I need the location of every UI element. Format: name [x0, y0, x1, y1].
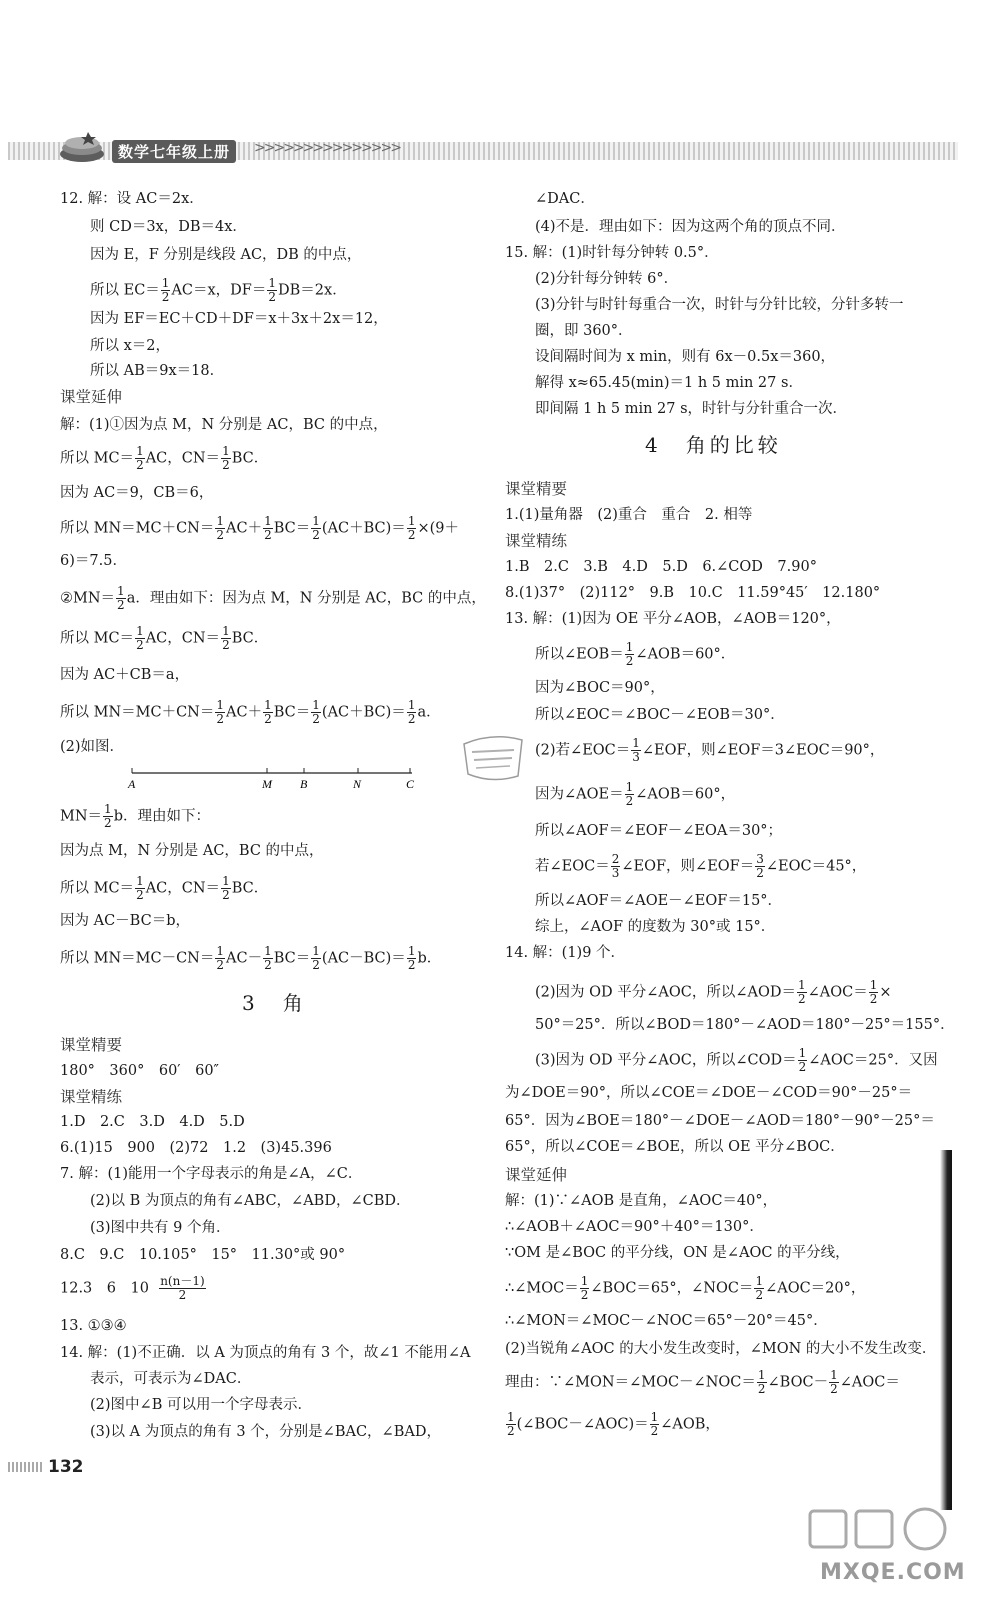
fraction-half: $\frac{1}{2}$	[869, 978, 878, 1006]
text: BC＝	[273, 520, 311, 537]
jl-line3: 7. 解：(1)能用一个字母表示的角是∠A，∠C．	[60, 1166, 363, 1182]
fraction-half: $\frac{1}{2}$	[407, 944, 416, 972]
fraction-half: $\frac{1}{2}$	[312, 698, 320, 726]
ext-line11	[60, 803, 210, 830]
text: (AC＋BC)＝	[321, 520, 406, 537]
segment-diagram	[122, 765, 422, 791]
fraction-half: $\frac{1}{2}$	[216, 698, 225, 726]
text: AC＋	[226, 704, 263, 721]
r-line5: (3)分针与时针每重合一次，时针与分针比较，分针多转一	[535, 297, 904, 313]
fraction-half: $\frac{1}{2}$	[136, 874, 144, 902]
label-b: B	[300, 777, 308, 791]
fraction-half: $\frac{1}{2}$	[222, 444, 230, 472]
r-jl-line18: 65°．因为∠BOE＝180°－∠DOE－∠AOD＝180°－90°－25°＝	[505, 1113, 935, 1129]
r-line4: (2)分针每分钟转 6°．	[535, 271, 679, 287]
r-jl-line5: 因为∠BOC＝90°，	[535, 680, 665, 696]
fraction-half: $\frac{1}{2}$	[216, 944, 225, 972]
r-line6: 圈，即 360°．	[535, 323, 633, 339]
ext-line5: 6)＝7.5．	[60, 553, 127, 569]
label-c: C	[406, 777, 415, 791]
r-section-heading-jingyao: 课堂精要	[505, 480, 568, 498]
text: ∠BOC＝65°，∠NOC＝	[590, 1280, 754, 1297]
r-jl-line8	[535, 781, 735, 808]
ext-line12: 因为点 M，N 分别是 AC，BC 的中点，	[60, 843, 324, 859]
ext-line3: 因为 AC＝9，CB＝6，	[60, 485, 214, 501]
q12-line3: 因为 E，F 分别是线段 AC，DB 的中点，	[90, 247, 362, 263]
fraction-half: $\frac{1}{2}$	[264, 944, 272, 972]
fraction-third: $\frac{1}{3}$	[632, 736, 640, 764]
r-jl-line11: 所以∠AOF＝∠AOE－∠EOF＝15°．	[535, 893, 783, 909]
r-section-heading-jinglian: 课堂精练	[505, 532, 568, 550]
text: ×(9＋	[417, 520, 459, 537]
text: ×	[879, 984, 892, 1001]
text: (3)因为 OD 平分∠AOC，所以∠COD＝	[535, 1052, 797, 1069]
jl-line2: 6.(1)15 900 (2)72 1.2 (3)45.396	[60, 1140, 332, 1156]
fraction-half: $\frac{1}{2}$	[798, 978, 806, 1006]
fraction-n-formula: $\frac{n(n-1)}{2}$	[160, 1274, 205, 1302]
text: 所以 EC＝	[90, 282, 160, 299]
r-jl-line19: 65°，所以∠COE＝∠BOE，所以 OE 平分∠BOC．	[505, 1139, 845, 1155]
page-spine-shadow	[940, 1150, 952, 1510]
fraction-half: $\frac{1}{2}$	[312, 944, 320, 972]
fraction-half: $\frac{1}{2}$	[798, 1046, 807, 1074]
header-arrows: >>>>>>>>>>>>>>>	[254, 140, 400, 156]
fraction-half: $\frac{1}{2}$	[312, 514, 320, 542]
text: ∴∠MOC＝	[505, 1280, 579, 1297]
ext-line13	[60, 875, 268, 902]
r-ext-line3: ∵OM 是∠BOC 的平分线，ON 是∠AOC 的平分线，	[505, 1245, 850, 1261]
text: 理由：∵∠MON＝∠MOC－∠NOC＝	[505, 1374, 756, 1391]
page-number: 132	[48, 1457, 84, 1477]
text: AC－	[226, 950, 263, 967]
r-line2: (4)不是．理由如下：因为这两个角的顶点不同．	[535, 219, 846, 235]
jl-line8: 13. ①③④	[60, 1318, 127, 1334]
text: ∠AOB＝60°．	[635, 646, 736, 663]
fraction-two-thirds: $\frac{2}{3}$	[611, 852, 620, 880]
text: ∠AOC＝20°，	[765, 1280, 866, 1297]
ext-line15	[60, 945, 441, 972]
text: 所以 MC＝	[60, 880, 135, 897]
text: ∠EOC＝45°，	[765, 858, 867, 875]
r-jl-line9: 所以∠AOF＝∠EOF－∠EOA＝30°；	[535, 823, 783, 839]
text: (AC－BC)＝	[321, 950, 406, 967]
r-jl-line10	[535, 853, 866, 880]
text: 因为∠AOE＝	[535, 786, 624, 803]
text: BC．	[231, 630, 269, 647]
fraction-half: $\frac{1}{2}$	[507, 1410, 515, 1438]
r-section-heading-yanshen: 课堂延伸	[505, 1166, 568, 1184]
text: AC＝x，DF＝	[171, 282, 267, 299]
fraction-half: $\frac{1}{2}$	[407, 698, 416, 726]
fraction-three-halves: $\frac{3}{2}$	[756, 852, 764, 880]
page-number-marker	[8, 1462, 42, 1472]
text: 所以 MN＝MC－CN＝	[60, 950, 215, 967]
r-line7: 设间隔时间为 x min，则有 6x－0.5x＝360，	[535, 349, 836, 365]
fraction-half: $\frac{1}{2}$	[407, 514, 416, 542]
q12-line7: 所以 AB＝9x＝18．	[90, 363, 225, 379]
label-n: N	[353, 777, 362, 791]
text: a．	[417, 704, 441, 721]
fraction-half: $\frac{1}{2}$	[755, 1274, 764, 1302]
text: 所以 MN＝MC＋CN＝	[60, 704, 215, 721]
text: 所以 MC＝	[60, 450, 135, 467]
r-line1: ∠DAC．	[535, 191, 595, 207]
r-ext-line6: (2)当锐角∠AOC 的大小发生改变时，∠MON 的大小不发生改变．	[505, 1341, 937, 1357]
r-jl-line15: 50°＝25°．所以∠BOD＝180°－∠AOD＝180°－25°＝155°．	[535, 1017, 955, 1033]
r-ext-line8	[505, 1411, 720, 1438]
fraction-half: $\frac{1}{2}$	[757, 1368, 766, 1396]
ext-line14: 因为 AC－BC＝b，	[60, 913, 190, 929]
section-heading-jingyao: 课堂精要	[60, 1036, 123, 1054]
text: (2)若∠EOC＝	[535, 742, 631, 759]
fraction-half: $\frac{1}{2}$	[117, 584, 125, 612]
ext-line8: 因为 AC＋CB＝a，	[60, 667, 190, 683]
ext-line6	[60, 585, 486, 612]
jl-line1: 1.D 2.C 3.D 4.D 5.D	[60, 1114, 245, 1130]
text: b．	[417, 950, 442, 967]
fraction-half: $\frac{1}{2}$	[136, 444, 144, 472]
label-a: A	[128, 777, 136, 791]
header-title: 数学七年级上册	[112, 140, 236, 163]
text: ∠EOF，则∠EOF＝3∠EOC＝90°，	[641, 742, 885, 759]
text: ∠AOB，	[660, 1416, 720, 1433]
text: (AC＋BC)＝	[321, 704, 406, 721]
r-ext-line1: 解：(1)∵∠AOB 是直角，∠AOC＝40°，	[505, 1193, 778, 1209]
text: b．理由如下：	[113, 808, 210, 825]
ext-line4	[60, 515, 459, 542]
text: BC．	[231, 450, 269, 467]
text: a．理由如下：因为点 M，N 分别是 AC，BC 的中点，	[126, 590, 486, 607]
r-line8: 解得 x≈65.45(min)＝1 h 5 min 27 s．	[535, 375, 803, 391]
text: ∠AOC＝25°．又因	[808, 1052, 938, 1069]
text: AC，CN＝	[145, 450, 221, 467]
r-line3: 15. 解：(1)时针每分钟转 0.5°．	[505, 245, 719, 261]
jl-line6: 8.C 9.C 10.105° 15° 11.30°或 90°	[60, 1247, 346, 1263]
fraction-half: $\frac{1}{2}$	[216, 514, 225, 542]
r-jl-line16	[535, 1047, 938, 1074]
text: AC，CN＝	[145, 630, 221, 647]
r-jl-line17: 为∠DOE＝90°，所以∠COE＝∠DOE－∠COD＝90°－25°＝	[505, 1085, 913, 1101]
label-m: M	[262, 777, 272, 791]
jl-line9: 14. 解：(1)不正确．以 A 为顶点的角有 3 个，故∠1 不能用∠A	[60, 1345, 471, 1361]
fraction-half: $\frac{1}{2}$	[650, 1410, 659, 1438]
book-stack-icon	[58, 130, 106, 164]
text: BC＝	[273, 704, 311, 721]
jl-line10: 表示，可表示为∠DAC．	[90, 1371, 252, 1387]
section-4-title: 4 角的比较	[645, 433, 782, 457]
fraction-half: $\frac{1}{2}$	[104, 802, 112, 830]
r-ext-line2: ∴∠AOB＋∠AOC＝90°＋40°＝130°．	[505, 1219, 764, 1235]
fraction-half: $\frac{1}{2}$	[268, 276, 277, 304]
r-jl-line1: 1.B 2.C 3.B 4.D 5.D 6.∠COD 7.90°	[505, 559, 817, 575]
fraction-half: $\frac{1}{2}$	[222, 624, 230, 652]
r-jl-line3: 13. 解：(1)因为 OE 平分∠AOB，∠AOB＝120°，	[505, 611, 841, 627]
text: MN＝	[60, 808, 103, 825]
fraction-half: $\frac{1}{2}$	[625, 780, 634, 808]
jl-line7	[60, 1275, 207, 1302]
section-heading-jinglian: 课堂精练	[60, 1088, 123, 1106]
text: ②MN＝	[60, 590, 116, 607]
text: BC＝	[273, 950, 311, 967]
jl-line12: (3)以 A 为顶点的角有 3 个，分别是∠BAC，∠BAD，	[90, 1424, 441, 1440]
r-jl-line2: 8.(1)37° (2)112° 9.B 10.C 11.59°45′ 12.180°	[505, 585, 881, 601]
jl-line11: (2)图中∠B 可以用一个字母表示．	[90, 1397, 312, 1413]
q12-line2: 则 CD＝3x，DB＝4x．	[90, 219, 247, 235]
text: BC．	[231, 880, 269, 897]
jl-line4: (2)以 B 为顶点的角有∠ABC，∠ABD，∠CBD．	[90, 1193, 411, 1209]
fraction-half: $\frac{1}{2}$	[222, 874, 230, 902]
text: 所以∠EOB＝	[535, 646, 624, 663]
r-ext-line7	[505, 1369, 900, 1396]
text: 若∠EOC＝	[535, 858, 610, 875]
text: 所以 MN＝MC＋CN＝	[60, 520, 215, 537]
text: ∠AOB＝60°，	[635, 786, 736, 803]
text: ∠EOF，则∠EOF＝	[621, 858, 755, 875]
text: AC，CN＝	[145, 880, 221, 897]
section-heading-ketangyanshen: 课堂延伸	[60, 388, 123, 406]
stamp-seal-image	[458, 730, 528, 786]
watermark-text: MXQE.COM	[820, 1560, 966, 1585]
r-ext-line5: ∴∠MON＝∠MOC－∠NOC＝65°－20°＝45°．	[505, 1313, 828, 1329]
fraction-half: $\frac{1}{2}$	[625, 640, 634, 668]
section-3-title: 3 角	[242, 991, 307, 1015]
r-jl-line6: 所以∠EOC＝∠BOC－∠EOB＝30°．	[535, 707, 785, 723]
fraction-half: $\frac{1}{2}$	[264, 698, 272, 726]
ext-line9	[60, 699, 441, 726]
fraction-half: $\frac{1}{2}$	[264, 514, 272, 542]
r-jl-line7	[535, 737, 884, 764]
r-jl-line4	[535, 641, 735, 668]
jingyao-answer: 180° 360° 60′ 60″	[60, 1063, 219, 1079]
text: (∠BOC－∠AOC)＝	[516, 1416, 649, 1433]
r-jl-line14	[535, 979, 892, 1006]
r-jl-line13: 14. 解：(1)9 个．	[505, 945, 626, 961]
q12-line4	[90, 277, 347, 304]
fraction-half: $\frac{1}{2}$	[830, 1368, 838, 1396]
fraction-half: $\frac{1}{2}$	[580, 1274, 589, 1302]
fraction-half: $\frac{1}{2}$	[136, 624, 144, 652]
text: DB＝2x．	[278, 282, 347, 299]
q12-line5: 因为 EF＝EC＋CD＋DF＝x＋3x＋2x＝12，	[90, 311, 388, 327]
text: (2)因为 OD 平分∠AOC，所以∠AOD＝	[535, 984, 797, 1001]
text: ∠AOC＝	[839, 1374, 900, 1391]
q12-line6: 所以 x＝2，	[90, 338, 171, 354]
q12-line1: 12. 解：设 AC＝2x．	[60, 191, 204, 207]
ext-line1: 解：(1)①因为点 M，N 分别是 AC，BC 的中点，	[60, 417, 388, 433]
r-line9: 即间隔 1 h 5 min 27 s，时针与分针重合一次．	[535, 401, 848, 417]
r-jl-line12: 综上，∠AOF 的度数为 30°或 15°．	[535, 919, 776, 935]
r-jingyao-answer: 1.(1)量角器 (2)重合 重合 2. 相等	[505, 507, 753, 523]
r-ext-line4	[505, 1275, 865, 1302]
text: AC＋	[226, 520, 263, 537]
ext-line2	[60, 445, 268, 472]
ext-line7	[60, 625, 268, 652]
ext-line10: (2)如图．	[60, 739, 125, 755]
jl-line5: (3)图中共有 9 个角．	[90, 1220, 231, 1236]
text: ∠BOC－	[767, 1374, 829, 1391]
text: 所以 MC＝	[60, 630, 135, 647]
fraction-half: $\frac{1}{2}$	[161, 276, 170, 304]
text: ∠AOC＝	[807, 984, 868, 1001]
text: 12.3 6 10	[60, 1280, 149, 1297]
page-header	[8, 128, 958, 172]
